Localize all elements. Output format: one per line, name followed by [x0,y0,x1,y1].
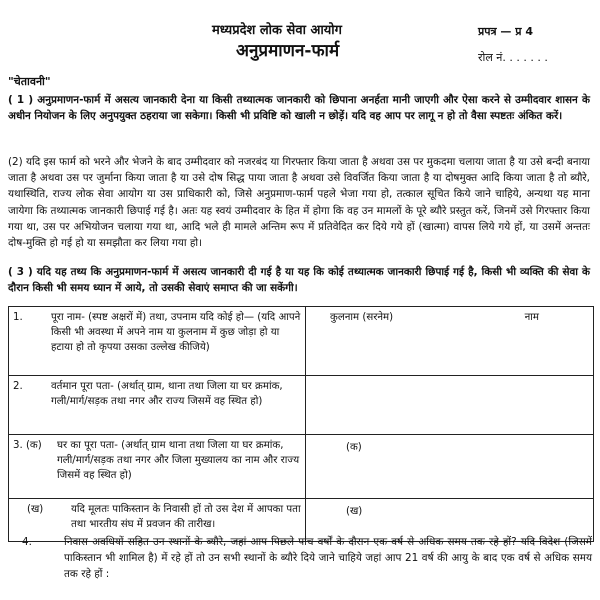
question-text: वर्तमान पूरा पता- (अर्थात् ग्राम, थाना तथा जिला या घर क्रमांक, गली/मार्ग/सड़क तथा नगर और राज्य जिसमें वह स्थित हो) [51,381,283,407]
form-code: प्रपत्र — प्र 4 [478,25,533,38]
question-cell [9,376,306,435]
warning-paragraph-2: (2) यदि इस फार्म को भरने और भेजने के बाद उम्मीदवार को नजरबंद या गिरफ्तार किया जाता है अथवा उस पर मुकदमा चलाया जाता है या उसे बन्दी बनाया जाता है अथवा उस पर जुर्माना किया जाता है या उसे दोष सिद्ध पाया जाता है अथवा उसे विवर्जित किया जाता है या दोषमुक्त आदि किया जाता है तो ब्यौरे, यथास्थिति, राज्य लोक सेवा आयोग या उस प्राधिकारी को, जिसे अनुप्रमाण-फार्म पहले भेजा गया हो, तत्काल सूचित किये जाने चाहिये, अन्यथा यह माना जायेगा कि तथ्यात्मक जानकारी छिपाई गई है। अतः यह स्वयं उम्मीदवार के हित में होगा कि वह उन मामलों के पूरे ब्यौरे प्रस्तुत करें, जिनमें उसे गिरफ्तार किया गया था, उस पर अभियोजन चलाया गया था, आदि भले ही मामले अन्तिम रूप में प्रतिवेदित कर दिये गये हों (खात्मा) वापस लिये गये हों, या उसमें अन्ततः दोष-मुक्ति हो गई हो या समझौता कर लिया गया हो। [8,156,590,250]
organization-name: मध्यप्रदेश लोक सेवा आयोग [212,23,342,38]
answer-cell-name[interactable] [306,307,594,376]
warning-paragraph-3: ( 3 ) यदि यह तथ्य कि अनुप्रमाणन-फार्म में असत्य जानकारी दी गई है या यह कि कोई तथ्यात्मक जानकारी छिपाई गई है, किसी भी व्यक्ति की सेवा के दौरान किसी भी समय ध्यान में आये, तो उसकी सेवाएं समाप्त की जा सकेंगी। [8,266,590,295]
table-row [9,307,594,376]
question-text: पूरा नाम- (स्पष्ट अक्षरों में) तथा, उपनाम यदि कोई हो— (यदि आपने किसी भी अवस्था में अपने नाम या कुलनाम में कुछ जोड़ा हो या हटाया हो तो कृपया उसका उल्लेख कीजिये) [51,312,301,353]
question-number: (ख) [27,504,44,515]
question-4 [8,534,592,582]
sub-label-kha: (ख) [346,506,363,517]
question-text: घर का पूरा पता- (अर्थात् ग्राम थाना तथा जिला या घर क्रमांक, गली/मार्ग/सड़क तथा नगर और जिला मुख्यालय का नाम और राज्य जिसमें वह स्थित हो) [57,440,300,481]
name-label: नाम [524,312,539,323]
table-row [9,376,594,435]
answer-cell-present-address[interactable] [306,376,594,435]
warning-paragraph-1: ( 1 ) अनुप्रमाणन-फार्म में असत्य जानकारी देना या किसी तथ्यात्मक जानकारी को छिपाना अनर्हता मानी जाएगी और ऐसा करने से उम्मीदवार शासन के अधीन नियोजन के लिए अनुपयुक्त ठहराया जा सकेगा। किसी भी प्रविष्टि को खाली न छोड़ें। यदि वह आप पर लागू न हो तो वैसा स्पष्टतः अंकित करें। [8,94,590,123]
question-text: यदि मूलतः पाकिस्तान के निवासी हों तो उस देश में आपका पता तथा भारतीय संघ में प्रवजन की तारीख। [71,504,301,530]
question-number: 1. [13,312,23,323]
question-text: निवास अवधियों सहित उन स्थानों के ब्यौरे, जहां आप पिछले पांच वर्षों के दौरान एक वर्ष से अधिक समय तक रहे हों? यदि विदेश (जिसमें पाकिस्तान भी शामिल है) में रहे हों तो उन सभी स्थानों के ब्यौरे दिये जाने चाहिये जहां आप 21 वर्ष की आयु के बाद एक वर्ष से अधिक समय तक रहे हों : [64,536,592,580]
question-number: 4. [22,536,32,548]
warning-heading: "चेतावनी" [8,75,51,88]
sub-label-ka: (क) [346,442,362,453]
answer-cell-home-address[interactable] [306,435,594,499]
surname-label: कुलनाम (सरनेम) [330,312,394,323]
question-number: 3. (क) [13,440,42,451]
form-title: अनुप्रमाणन-फार्म [236,41,340,61]
question-cell [9,435,306,499]
question-number: 2. [13,381,23,392]
table-row [9,435,594,499]
roll-number-field[interactable]: रोल नं. . . . . . . [478,51,548,64]
details-table [8,306,594,542]
question-cell [9,307,306,376]
